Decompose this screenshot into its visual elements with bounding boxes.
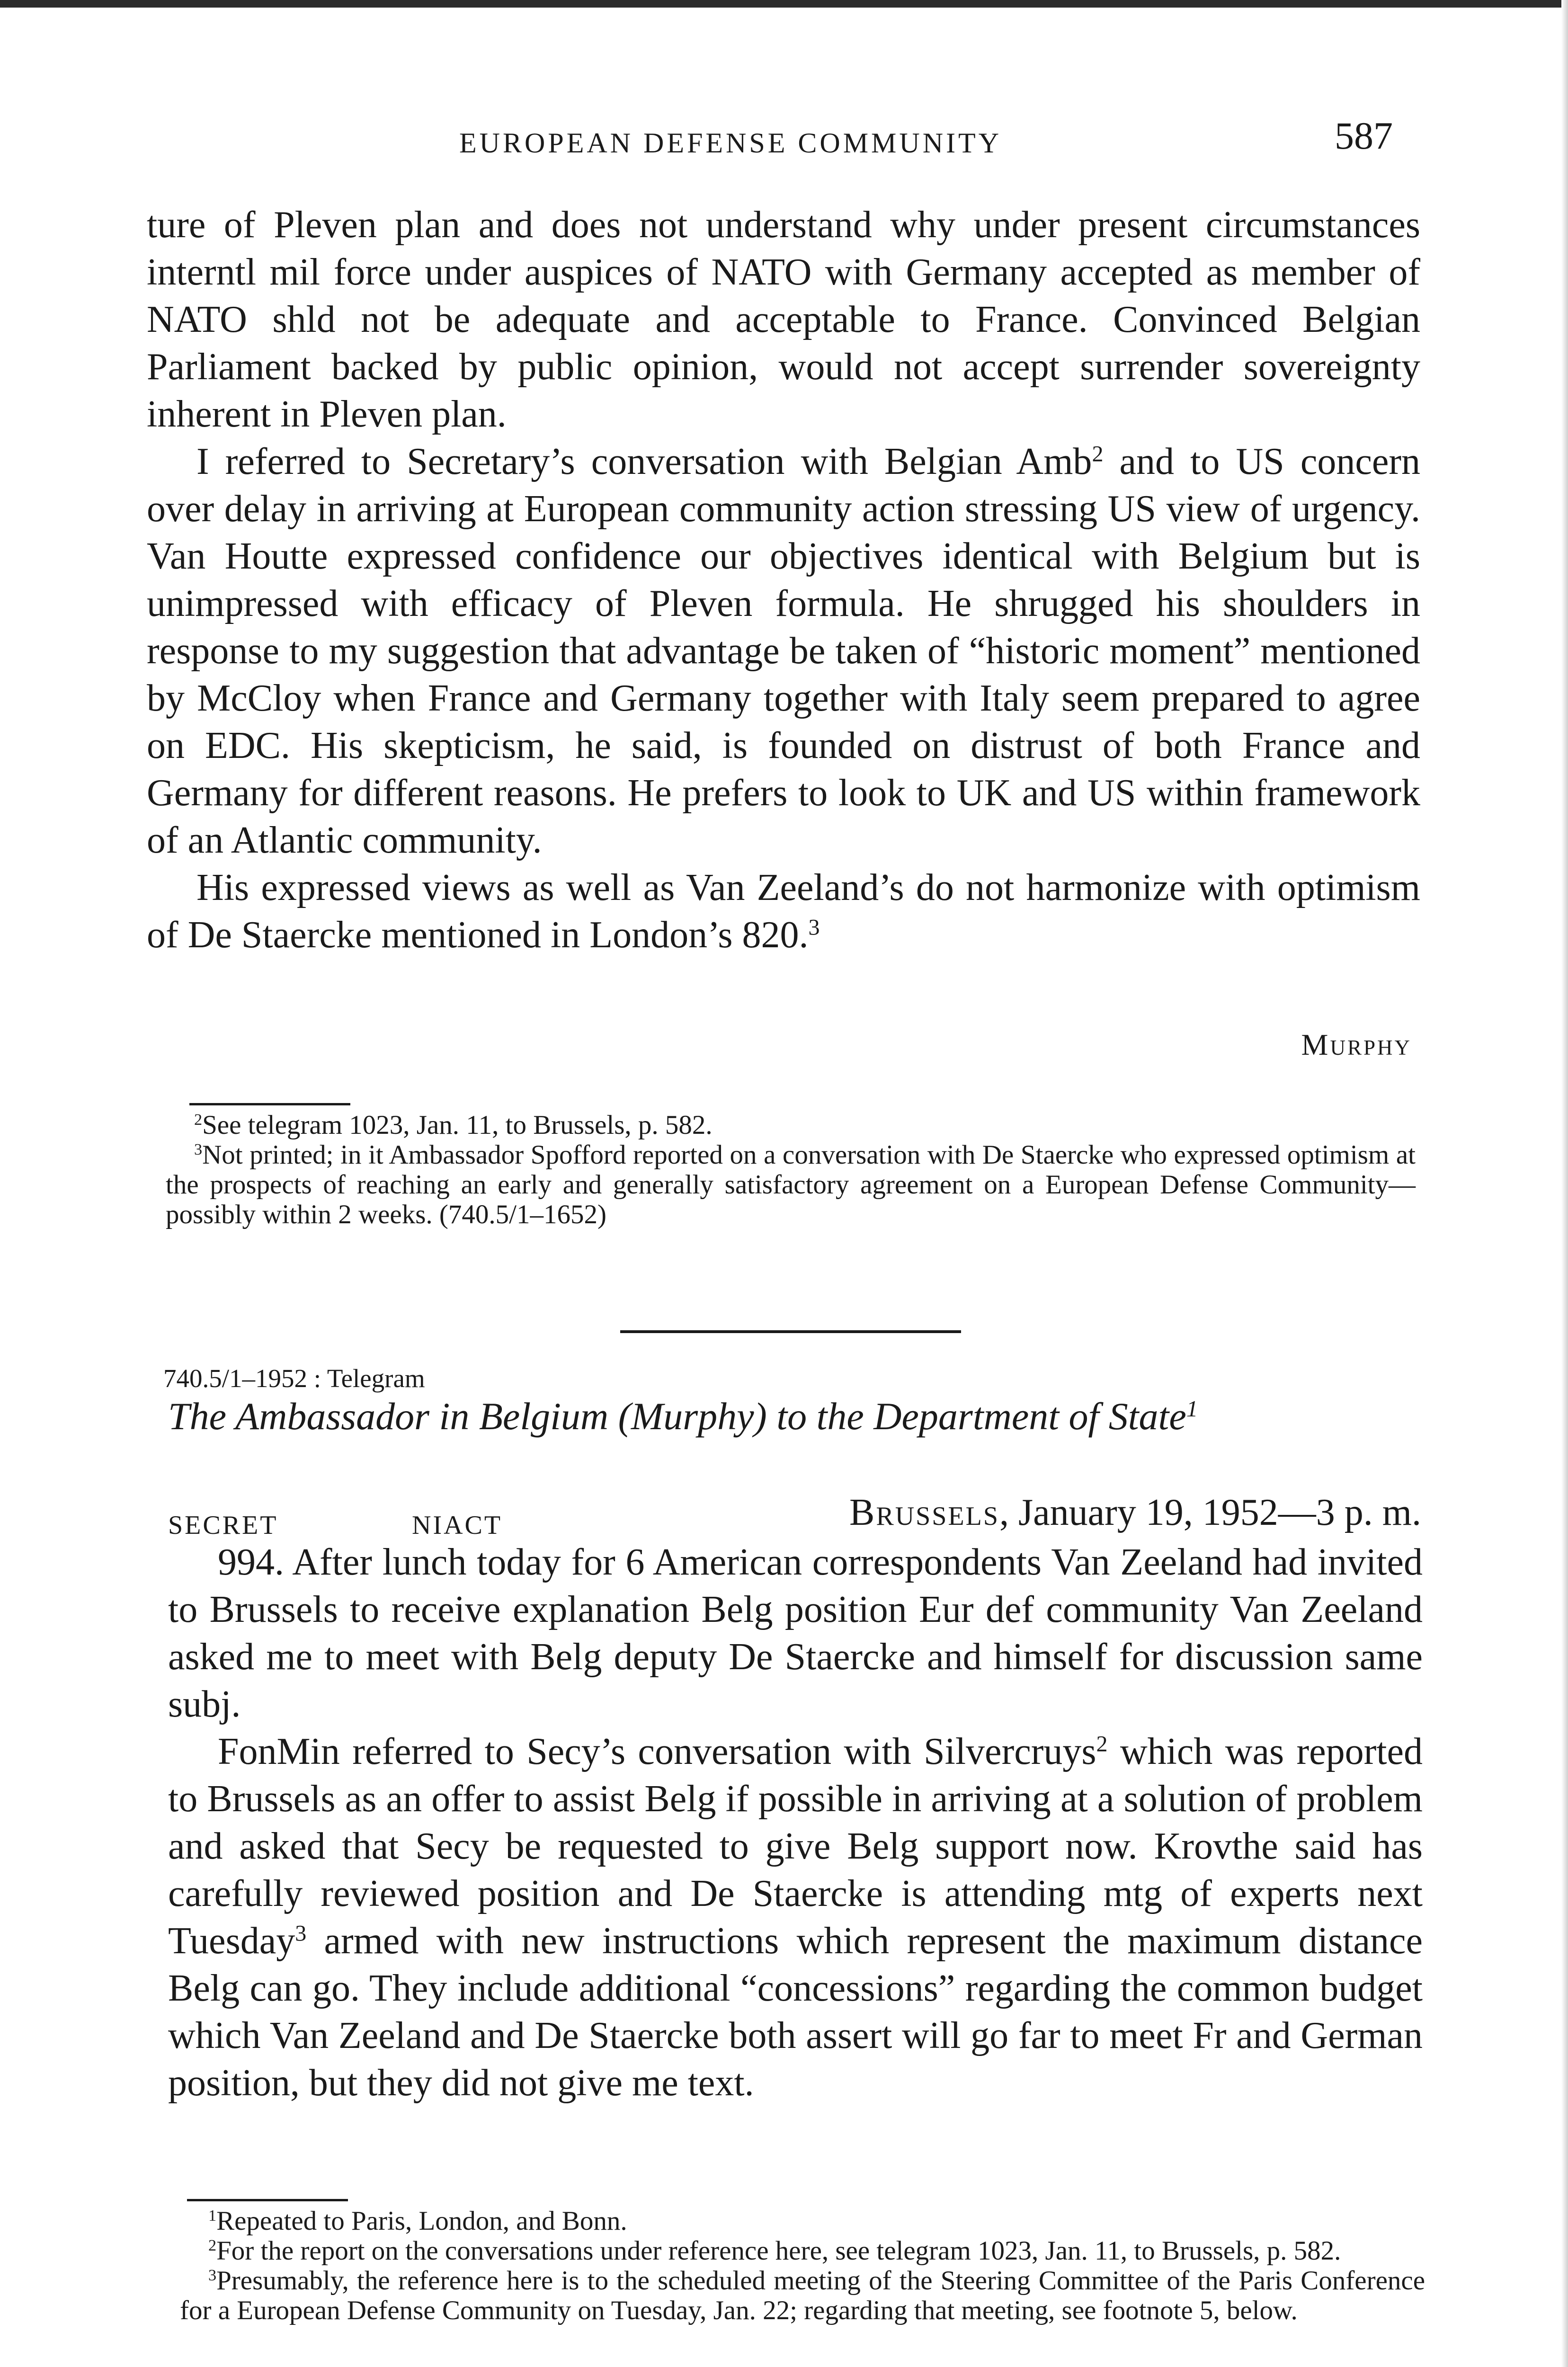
footnote: [180, 2266, 1425, 2325]
doc1-body: [147, 201, 1420, 959]
footnote-mark: 3: [208, 2267, 217, 2285]
classification: SECRET: [168, 1511, 278, 1540]
document-title-text: The Ambassador in Belgium (Murphy) to the Department of State: [168, 1395, 1186, 1438]
footnote-text: For the report on the conversations under reference here, see telegram 1023, Jan. 11, to Brussels, p. 582.: [216, 2236, 1341, 2266]
dateline-date: , January 19, 1952—3 p. m.: [999, 1492, 1421, 1533]
scan-top-edge: [0, 0, 1568, 8]
doc1-p2-text-b: and to US concern over delay in arriving at European community action stressing US view of urgency. Van Houtte expressed confidence our objectives identical with Belgium but is unimpressed with efficacy of Pleven formula. He shrugged his shoulders in response to my suggestion that advantage be taken of “historic moment” mentioned by McCloy when France and Germany together with Italy seem prepared to agree on EDC. His skepticism, he said, is founded on distrust of both France and Germany for different reasons. He prefers to look to UK and US within framework of an Atlantic community.: [147, 441, 1420, 861]
doc2-paragraph-1: 994. After lunch today for 6 American correspondents Van Zeeland had invited to Brussels to receive explanation Belg position Eur def community Van Zeeland asked me to meet with Belg deputy De Staercke and himself for discussion same subj.: [168, 1541, 1423, 1725]
footnote-text: Presumably, the reference here is to the scheduled meeting of the Steering Committee of the Paris Conference for a European Defense Community on Tuesday, Jan. 22; regarding that meeting, see footnote 5, below.: [180, 2266, 1425, 2325]
footnote-mark: 2: [208, 2237, 217, 2255]
dateline: [849, 1491, 1421, 1534]
scan-right-edge: [1561, 0, 1568, 2367]
doc1-paragraph-1: ture of Pleven plan and does not understand why under present circumstances interntl mil force under auspices of NATO with Germany accepted as member of NATO shld not be adequate and acceptable to France. Convinced Belgian Parliament backed by public opinion, would not accept surrender sovereignty inherent in Pleven plan.: [147, 204, 1420, 435]
dateline-city: Brussels: [849, 1492, 999, 1533]
section-divider: [620, 1330, 961, 1333]
footnote-rule: [189, 1103, 350, 1105]
precedence: NIACT: [412, 1511, 503, 1540]
footnote: [180, 2206, 1425, 2236]
footnote-text: Repeated to Paris, London, and Bonn.: [216, 2206, 627, 2236]
footnote-ref: 2: [1092, 441, 1104, 467]
document-title: [168, 1394, 1446, 1439]
file-reference: 740.5/1–1952 : Telegram: [163, 1364, 425, 1393]
doc2-p2-text-c: armed with new instructions which represent the maximum distance Belg can go. They include additional “concessions” regarding the common budget which Van Zeeland and De Staercke both assert will go far to meet Fr and German position, but they did not give me text.: [168, 1920, 1423, 2104]
page-number: 587: [1335, 114, 1393, 157]
footnote-text: Not printed; in it Ambassador Spofford reported on a conversation with De Staercke who expressed optimism at the prospects of reaching an early and generally satisfactory agreement on a European Defense Community—possibly within 2 weeks. (740.5/1–1652): [166, 1140, 1416, 1229]
doc2-paragraph-2: [168, 1728, 1423, 2107]
running-head: EUROPEAN DEFENSE COMMUNITY: [459, 127, 1002, 159]
footnote-mark: 3: [194, 1141, 203, 1159]
doc1-paragraph-3: [147, 864, 1420, 959]
doc2-p2-text-a: FonMin referred to Secy’s conversation with Silvercruys: [218, 1731, 1096, 1772]
footnote: [180, 2236, 1425, 2266]
footnote-ref: 3: [808, 915, 820, 940]
footnote-mark: 1: [208, 2207, 217, 2225]
doc2-p2-text-b: which was reported to Brussels as an offer to assist Belg if possible in arriving at a solution of problem and asked that Secy be requested to give Belg support now. Krovthe said has carefully reviewed position and De Staercke is attending mtg of experts next Tuesday: [168, 1731, 1423, 1962]
footnote-rule: [187, 2199, 348, 2201]
signature: Murphy: [1301, 1028, 1412, 1061]
footnote: [166, 1140, 1416, 1229]
doc2-footnotes: [180, 2206, 1425, 2325]
footnote-ref: 3: [295, 1921, 307, 1946]
footnote-ref: 2: [1096, 1731, 1108, 1757]
doc1-footnotes: [166, 1110, 1416, 1229]
doc2-body: [168, 1539, 1423, 2107]
footnote-ref: 1: [1186, 1395, 1198, 1422]
doc1-p3-text: His expressed views as well as Van Zeeland’s do not harmonize with optimism of De Staercke mentioned in London’s 820.: [147, 867, 1420, 956]
footnote-mark: 2: [194, 1111, 203, 1129]
doc1-p2-text-a: I referred to Secretary’s conversation with Belgian Amb: [196, 441, 1092, 482]
footnote-text: See telegram 1023, Jan. 11, to Brussels, p. 582.: [202, 1110, 713, 1140]
doc1-paragraph-2: [147, 438, 1420, 864]
footnote: [166, 1110, 1416, 1140]
